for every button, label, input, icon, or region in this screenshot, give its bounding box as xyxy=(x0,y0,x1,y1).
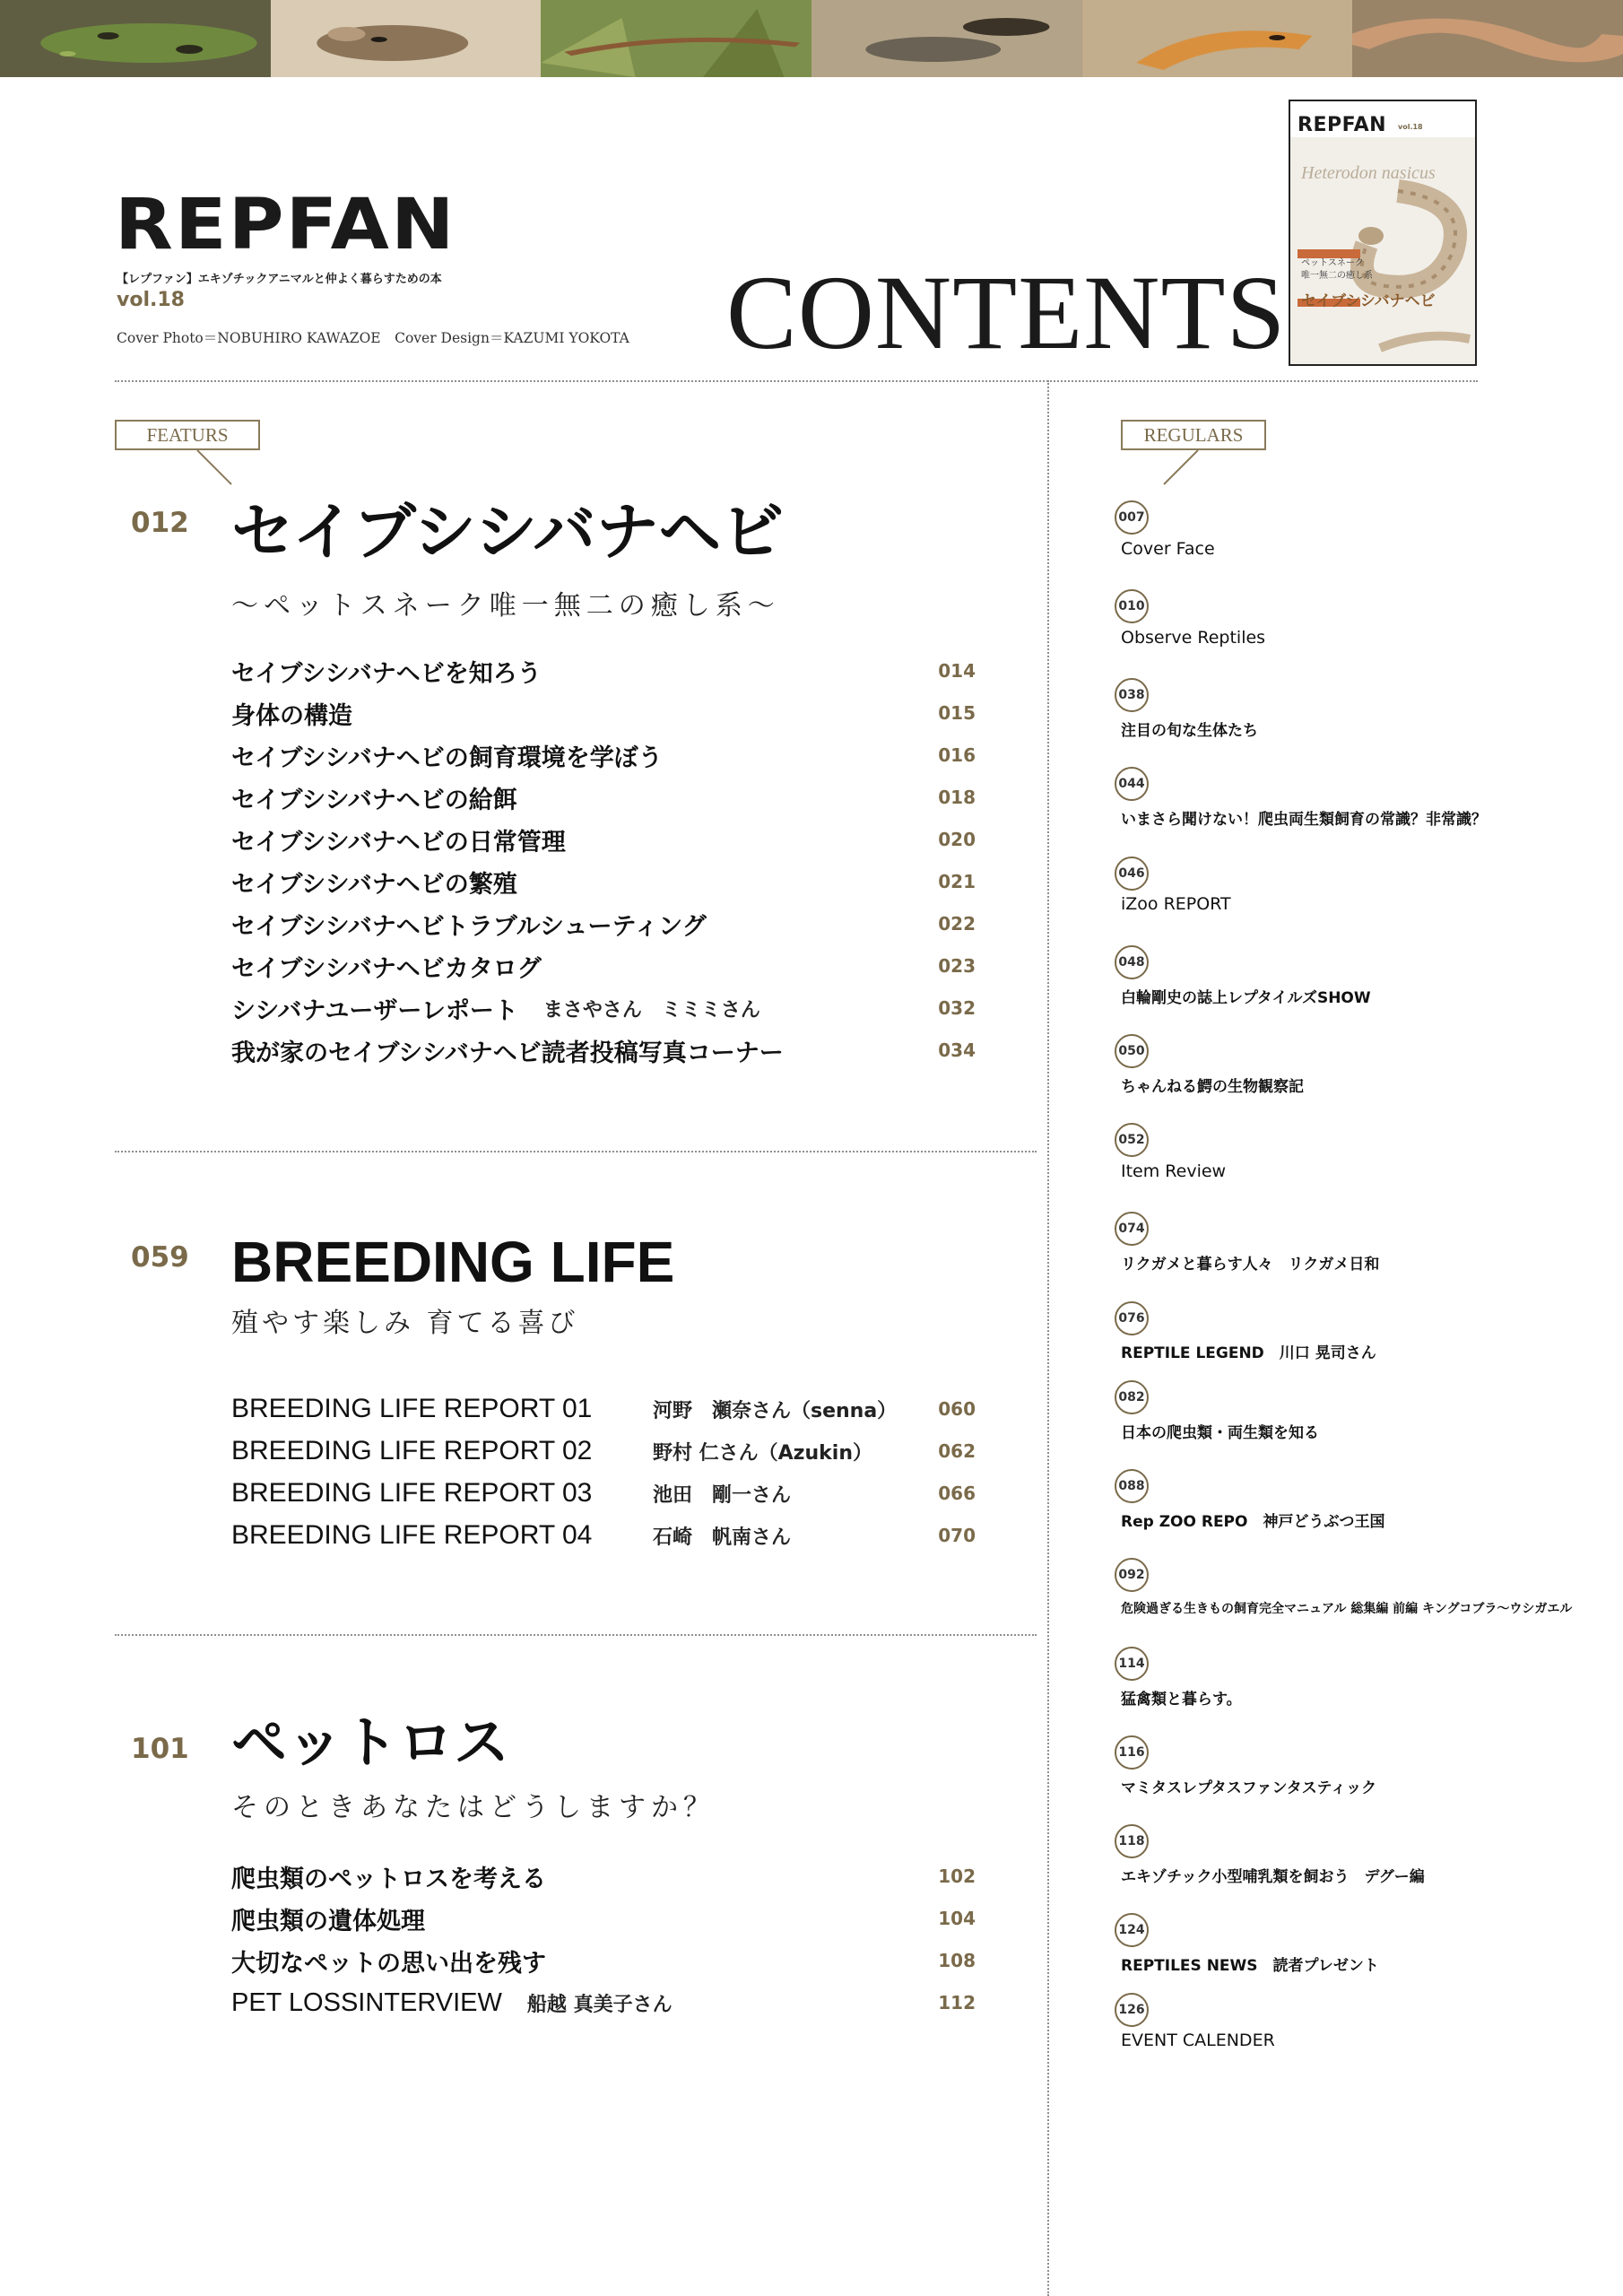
regular-page-badge: 092 xyxy=(1115,1558,1149,1592)
gecko-photo xyxy=(1082,0,1353,77)
regular-item-label[interactable]: 猛禽類と暮らす。 xyxy=(1121,1691,1242,1709)
toc-item[interactable] xyxy=(231,1943,976,1979)
toc-item-page: 032 xyxy=(938,997,976,1019)
cover-subline-2: 唯一無二の癒し系 xyxy=(1301,271,1373,281)
regular-item-label[interactable]: REPTILE LEGEND 川口 晃司さん xyxy=(1121,1344,1376,1362)
toc-item-page: 016 xyxy=(938,744,976,766)
toc-item-title: BREEDING LIFE REPORT 03 xyxy=(231,1478,593,1508)
regulars-tab: REGULARS xyxy=(1121,420,1266,450)
section-title[interactable]: セイブシシバナヘビ xyxy=(231,495,785,569)
section-divider-2 xyxy=(115,1634,1037,1636)
section-title[interactable]: BREEDING LIFE xyxy=(231,1230,675,1294)
toc-item-title: 大切なペットの思い出を残す xyxy=(231,1949,546,1978)
tortoise-photo xyxy=(812,0,1082,77)
toc-item[interactable] xyxy=(231,1391,976,1427)
regular-page-badge: 082 xyxy=(1115,1380,1149,1414)
regular-page-badge: 126 xyxy=(1115,1993,1149,2027)
toc-item-title: PET LOSSINTERVIEW xyxy=(231,1987,502,2017)
regular-item-label[interactable]: マミタスレプタスファンタスティック xyxy=(1121,1779,1377,1797)
regular-item-label[interactable]: iZoo REPORT xyxy=(1121,894,1231,914)
toc-item-page: 070 xyxy=(938,1525,976,1546)
toc-item-page: 066 xyxy=(938,1483,976,1504)
toc-item-title: セイブシシバナヘビの日常管理 xyxy=(231,828,566,857)
cover-headline: セイブシシバナヘビ xyxy=(1301,292,1436,310)
regular-page-badge: 007 xyxy=(1115,500,1149,535)
toc-item-page: 034 xyxy=(938,1039,976,1061)
cover-scientific-name: Heterodon nasicus xyxy=(1301,163,1436,183)
toc-item[interactable] xyxy=(231,1032,976,1068)
magazine-logo: REPFAN xyxy=(115,185,456,265)
toc-item-title: 我が家のセイブシシバナヘビ読者投稿写真コーナー xyxy=(231,1039,784,1067)
regular-page-badge: 044 xyxy=(1115,767,1149,801)
toc-item-title: セイブシシバナヘビの繁殖 xyxy=(231,870,517,899)
regular-item-label[interactable]: いまさら聞けない！爬虫両生類飼育の常識？非常識？ xyxy=(1121,811,1487,829)
regular-page-badge: 088 xyxy=(1115,1469,1149,1503)
cover-subline xyxy=(1301,257,1373,283)
regular-page-badge: 116 xyxy=(1115,1735,1149,1770)
regular-page-badge: 074 xyxy=(1115,1212,1149,1246)
regular-item-label[interactable]: REPTILES NEWS 読者プレゼント xyxy=(1121,1957,1379,1975)
toc-item-page: 060 xyxy=(938,1398,976,1420)
regular-item-label[interactable]: Item Review xyxy=(1121,1161,1227,1181)
toc-item-page: 021 xyxy=(938,871,976,892)
regular-item-label[interactable]: EVENT CALENDER xyxy=(1121,2031,1275,2050)
photo-strip xyxy=(0,0,1623,77)
toc-item-author: 石崎 帆南さん xyxy=(653,1526,792,1549)
toc-item[interactable] xyxy=(231,1518,976,1553)
toc-item-page: 014 xyxy=(938,660,976,682)
toc-item[interactable] xyxy=(231,906,976,942)
regular-item-label[interactable]: Cover Face xyxy=(1121,539,1215,559)
regular-page-badge: 076 xyxy=(1115,1301,1149,1335)
toc-item[interactable] xyxy=(231,1433,976,1469)
regular-item-label[interactable]: 注目の旬な生体たち xyxy=(1121,722,1258,740)
toc-item-title: シシバナユーザーレポート xyxy=(231,996,518,1025)
toc-item-author: 池田 剛一さん xyxy=(653,1483,792,1507)
cover-volume: vol.18 xyxy=(1398,123,1423,131)
toc-item-author: 船越 真美子さん xyxy=(526,1993,673,2016)
toc-item-title: BREEDING LIFE REPORT 01 xyxy=(231,1394,593,1423)
section-subtitle: 殖やす楽しみ 育てる喜び xyxy=(231,1308,579,1339)
regular-page-badge: 048 xyxy=(1115,945,1149,979)
regular-item-label[interactable]: 危険過ぎる生きもの飼育完全マニュアル 総集編 前編 キングコブラ～ウシガエル xyxy=(1121,1602,1573,1616)
toc-item-title: BREEDING LIFE REPORT 02 xyxy=(231,1436,593,1465)
regulars-tab-pointer xyxy=(1157,448,1202,490)
toc-item[interactable] xyxy=(231,1475,976,1511)
snake-photo xyxy=(1352,0,1623,77)
magazine-tagline: 【レプファン】エキゾチックアニマルと仲よく暮らすための本 xyxy=(117,273,442,286)
toc-item-page: 062 xyxy=(938,1440,976,1462)
volume-number: vol.18 xyxy=(117,289,185,311)
section-page-number: 101 xyxy=(131,1733,189,1765)
toc-item-page: 015 xyxy=(938,702,976,724)
toc-item-title: セイブシシバナヘビの飼育環境を学ぼう xyxy=(231,744,663,772)
contents-heading: CONTENTS xyxy=(726,254,1287,371)
toc-item[interactable] xyxy=(231,653,976,689)
regular-page-badge: 038 xyxy=(1115,678,1149,712)
regular-item-label[interactable]: 日本の爬虫類・両生類を知る xyxy=(1121,1424,1319,1442)
toc-item-page: 022 xyxy=(938,913,976,935)
toc-item-title: 爬虫類のペットロスを考える xyxy=(231,1865,546,1893)
toc-item-title: セイブシシバナヘビカタログ xyxy=(231,954,542,983)
toc-item-page: 102 xyxy=(938,1866,976,1887)
rodent-photo xyxy=(271,0,542,77)
cover-thumbnail xyxy=(1289,100,1477,366)
cover-subline-1: ペットスネーク xyxy=(1301,258,1364,268)
toc-item-title: セイブシシバナヘビトラブルシューティング xyxy=(231,912,707,941)
toc-item[interactable] xyxy=(231,1900,976,1936)
toc-item-page: 112 xyxy=(938,1992,976,2013)
regular-item-label[interactable]: 白輪剛史の誌上レプタイルズSHOW xyxy=(1121,989,1371,1007)
section-subtitle: そのときあなたはどうしますか？ xyxy=(231,1792,716,1823)
regular-page-badge: 118 xyxy=(1115,1824,1149,1858)
toc-item-page: 108 xyxy=(938,1950,976,1971)
toc-item-page: 104 xyxy=(938,1908,976,1929)
header-divider xyxy=(115,380,1478,382)
regular-item-label[interactable]: エキゾチック小型哺乳類を飼おう デグー編 xyxy=(1121,1868,1425,1886)
section-divider-1 xyxy=(115,1151,1037,1152)
frog-photo xyxy=(0,0,271,77)
regular-item-label[interactable]: ちゃんねる鰐の生物観察記 xyxy=(1121,1078,1304,1096)
cover-credits: Cover Photo＝NOBUHIRO KAWAZOE Cover Design＝KAZUMI YOKOTA xyxy=(117,330,629,346)
regular-item-label[interactable]: Rep ZOO REPO 神戸どうぶつ王国 xyxy=(1121,1513,1385,1531)
toc-item-author: 野村 仁さん（Azukin） xyxy=(653,1441,872,1465)
regular-page-badge: 046 xyxy=(1115,857,1149,891)
regular-item-label[interactable]: Observe Reptiles xyxy=(1121,628,1266,648)
toc-item-title: BREEDING LIFE REPORT 04 xyxy=(231,1520,593,1550)
toc-item-title: 身体の構造 xyxy=(231,701,352,730)
regular-page-badge: 052 xyxy=(1115,1123,1149,1157)
toc-item[interactable] xyxy=(231,864,976,900)
toc-item-title: 爬虫類の遺体処理 xyxy=(231,1907,425,1935)
regular-page-badge: 010 xyxy=(1115,589,1149,623)
toc-item[interactable] xyxy=(231,990,976,1026)
features-tab: FEATURS xyxy=(115,420,260,450)
column-divider xyxy=(1047,380,1049,2296)
features-tab-pointer xyxy=(195,448,240,490)
toc-item[interactable] xyxy=(231,779,976,815)
toc-item-author: 河野 瀬奈さん（senna） xyxy=(653,1399,898,1422)
toc-item[interactable] xyxy=(231,1858,976,1894)
regular-page-badge: 050 xyxy=(1115,1034,1149,1068)
regular-page-badge: 114 xyxy=(1115,1647,1149,1681)
cover-logo: REPFAN xyxy=(1298,114,1387,136)
regular-item-label[interactable]: リクガメと暮らす人々 リクガメ日和 xyxy=(1121,1256,1380,1274)
toc-item-title: セイブシシバナヘビを知ろう xyxy=(231,659,542,688)
regular-page-badge: 124 xyxy=(1115,1913,1149,1947)
lizard-grass-photo xyxy=(541,0,812,77)
toc-item-title: セイブシシバナヘビの給餌 xyxy=(231,786,517,814)
toc-item-page: 020 xyxy=(938,829,976,850)
section-page-number: 059 xyxy=(131,1241,189,1274)
toc-item[interactable] xyxy=(231,948,976,984)
toc-item[interactable] xyxy=(231,695,976,731)
toc-item[interactable] xyxy=(231,737,976,773)
section-title[interactable]: ペットロス xyxy=(231,1709,510,1775)
toc-item-author: まさやさん ミミミさん xyxy=(542,998,760,1022)
toc-item[interactable] xyxy=(231,822,976,857)
section-page-number: 012 xyxy=(131,507,189,539)
toc-item[interactable] xyxy=(231,1985,976,2021)
section-subtitle: ～ペットスネーク唯一無二の癒し系～ xyxy=(231,590,780,622)
toc-item-page: 023 xyxy=(938,955,976,977)
toc-item-page: 018 xyxy=(938,787,976,808)
